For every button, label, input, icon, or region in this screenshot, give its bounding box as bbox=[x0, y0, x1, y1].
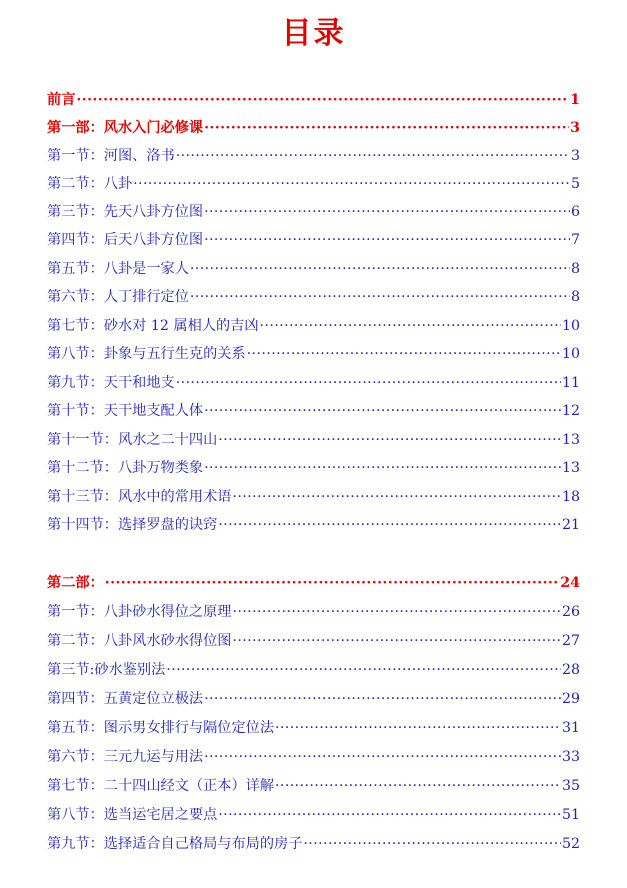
dot-leader bbox=[218, 427, 561, 453]
toc-entry[interactable] bbox=[47, 512, 580, 538]
dot-leader bbox=[275, 715, 561, 741]
dot-leader bbox=[176, 143, 570, 169]
toc-entry-page: 3 bbox=[570, 148, 580, 164]
toc-entry[interactable] bbox=[47, 831, 580, 857]
dot-leader bbox=[232, 599, 560, 625]
toc-entry[interactable] bbox=[47, 657, 580, 683]
toc-entry-page: 12 bbox=[561, 403, 580, 419]
dot-leader bbox=[204, 398, 561, 424]
toc-entry-page: 52 bbox=[561, 836, 580, 852]
dot-leader bbox=[190, 256, 570, 282]
dot-leader bbox=[190, 284, 570, 310]
toc-entry[interactable] bbox=[47, 570, 580, 596]
dot-leader bbox=[218, 802, 561, 828]
toc-entry-page: 11 bbox=[561, 375, 580, 391]
toc-entry-label: 第十三节：风水中的常用术语 bbox=[47, 489, 232, 505]
toc-entry-page: 13 bbox=[561, 460, 580, 476]
toc-entry-label: 第三节：先天八卦方位图 bbox=[47, 204, 204, 220]
toc-entry-label: 第八节：选当运宅居之要点 bbox=[47, 807, 218, 823]
toc-entry-page: 13 bbox=[561, 432, 580, 448]
toc-entry-label: 第二部： bbox=[47, 575, 104, 591]
dot-leader bbox=[204, 227, 570, 253]
dot-leader bbox=[204, 199, 570, 225]
toc-entry-label: 第一部：风水入门必修课 bbox=[47, 120, 204, 136]
dot-leader bbox=[76, 87, 569, 113]
page-title: 目录 bbox=[281, 16, 346, 51]
toc-entry-label: 第九节：选择适合自己格局与布局的房子 bbox=[47, 836, 303, 852]
toc-entry-label: 前言 bbox=[47, 92, 76, 108]
toc-entry[interactable] bbox=[47, 284, 580, 310]
toc-entry-page: 51 bbox=[561, 807, 580, 823]
toc-entry-page: 28 bbox=[561, 662, 580, 678]
toc-entry[interactable] bbox=[47, 199, 580, 225]
toc-entry[interactable] bbox=[47, 115, 580, 141]
dot-leader bbox=[204, 686, 561, 712]
toc-entry-page: 21 bbox=[561, 517, 580, 533]
dot-leader bbox=[204, 744, 561, 770]
toc-entry[interactable] bbox=[47, 744, 580, 770]
toc-entry-label: 第八节：卦象与五行生克的关系 bbox=[47, 346, 246, 362]
dot-leader bbox=[204, 455, 561, 481]
toc-entry-label: 第六节：三元九运与用法 bbox=[47, 749, 204, 765]
toc-entry-label: 第六节：人丁排行定位 bbox=[47, 289, 189, 305]
dot-leader bbox=[176, 370, 561, 396]
toc-entry-page: 1 bbox=[570, 92, 580, 108]
toc-entry-page: 33 bbox=[561, 749, 580, 765]
toc-entry-page: 31 bbox=[561, 720, 580, 736]
toc-entry-label: 第九节：天干和地支 bbox=[47, 375, 175, 391]
toc-entry-page: 35 bbox=[561, 778, 580, 794]
toc-entry-label: 第二节：八卦 bbox=[47, 176, 133, 192]
toc-entry[interactable] bbox=[47, 455, 580, 481]
toc-entry[interactable] bbox=[47, 484, 580, 510]
toc-entry[interactable] bbox=[47, 427, 580, 453]
dot-leader bbox=[260, 313, 561, 339]
dot-leader bbox=[232, 484, 560, 510]
toc-entry[interactable] bbox=[47, 256, 580, 282]
toc-entry-page: 8 bbox=[570, 261, 580, 277]
toc-entry[interactable] bbox=[47, 370, 580, 396]
dot-leader bbox=[105, 570, 559, 596]
toc-entry[interactable] bbox=[47, 341, 580, 367]
toc-entry-label: 第五节：八卦是一家人 bbox=[47, 261, 189, 277]
toc-entry-page: 5 bbox=[570, 176, 580, 192]
toc-entry-label: 第十二节：八卦万物类象 bbox=[47, 460, 204, 476]
toc-entry[interactable] bbox=[47, 628, 580, 654]
toc-entry[interactable] bbox=[47, 398, 580, 424]
toc-entry-label: 第五节：图示男女排行与隔位定位法 bbox=[47, 720, 275, 736]
toc-entry[interactable] bbox=[47, 87, 580, 113]
toc-entry-page: 10 bbox=[561, 318, 580, 334]
toc-entry[interactable] bbox=[47, 773, 580, 799]
toc-entry-page: 6 bbox=[570, 204, 580, 220]
toc-entry-page: 18 bbox=[561, 489, 580, 505]
toc-entry-page: 29 bbox=[561, 691, 580, 707]
dot-leader bbox=[232, 628, 560, 654]
dot-leader bbox=[133, 171, 570, 197]
toc-entry-label: 第七节：砂水对 12 属相人的吉凶 bbox=[47, 318, 259, 334]
toc-entry[interactable] bbox=[47, 715, 580, 741]
toc-entry[interactable] bbox=[47, 313, 580, 339]
toc-entry-page: 3 bbox=[570, 120, 580, 136]
toc-entry-page: 26 bbox=[561, 604, 580, 620]
dot-leader bbox=[247, 341, 561, 367]
toc-entry[interactable] bbox=[47, 599, 580, 625]
toc-entry-label: 第四节：后天八卦方位图 bbox=[47, 232, 204, 248]
toc-entry[interactable] bbox=[47, 227, 580, 253]
toc-entry-page: 27 bbox=[561, 633, 580, 649]
toc-entry-label: 第二节：八卦风水砂水得位图 bbox=[47, 633, 232, 649]
toc-entry-label: 第十一节：风水之二十四山 bbox=[47, 432, 218, 448]
dot-leader bbox=[218, 512, 561, 538]
toc-entry-label: 第三节:砂水鉴别法 bbox=[47, 662, 166, 678]
toc-entry-label: 第一节：河图、洛书 bbox=[47, 148, 175, 164]
dot-leader bbox=[204, 115, 569, 141]
toc-entry-page: 24 bbox=[560, 575, 580, 591]
dot-leader bbox=[166, 657, 561, 683]
toc-entry[interactable] bbox=[47, 143, 580, 169]
toc-entry-label: 第四节：五黄定位立极法 bbox=[47, 691, 204, 707]
dot-leader bbox=[275, 773, 561, 799]
toc-entry[interactable] bbox=[47, 686, 580, 712]
toc-entry[interactable] bbox=[47, 171, 580, 197]
toc-entry-page: 8 bbox=[570, 289, 580, 305]
toc-entry[interactable] bbox=[47, 802, 580, 828]
toc-entry-label: 第一节：八卦砂水得位之原理 bbox=[47, 604, 232, 620]
toc-entry-page: 7 bbox=[570, 232, 580, 248]
toc-entry-page: 10 bbox=[561, 346, 580, 362]
toc-entry-label: 第十节：天干地支配人体 bbox=[47, 403, 204, 419]
toc-entry-label: 第七节：二十四山经文（正本）详解 bbox=[47, 778, 275, 794]
dot-leader bbox=[303, 831, 561, 857]
toc-entry-label: 第十四节：选择罗盘的诀窍 bbox=[47, 517, 218, 533]
